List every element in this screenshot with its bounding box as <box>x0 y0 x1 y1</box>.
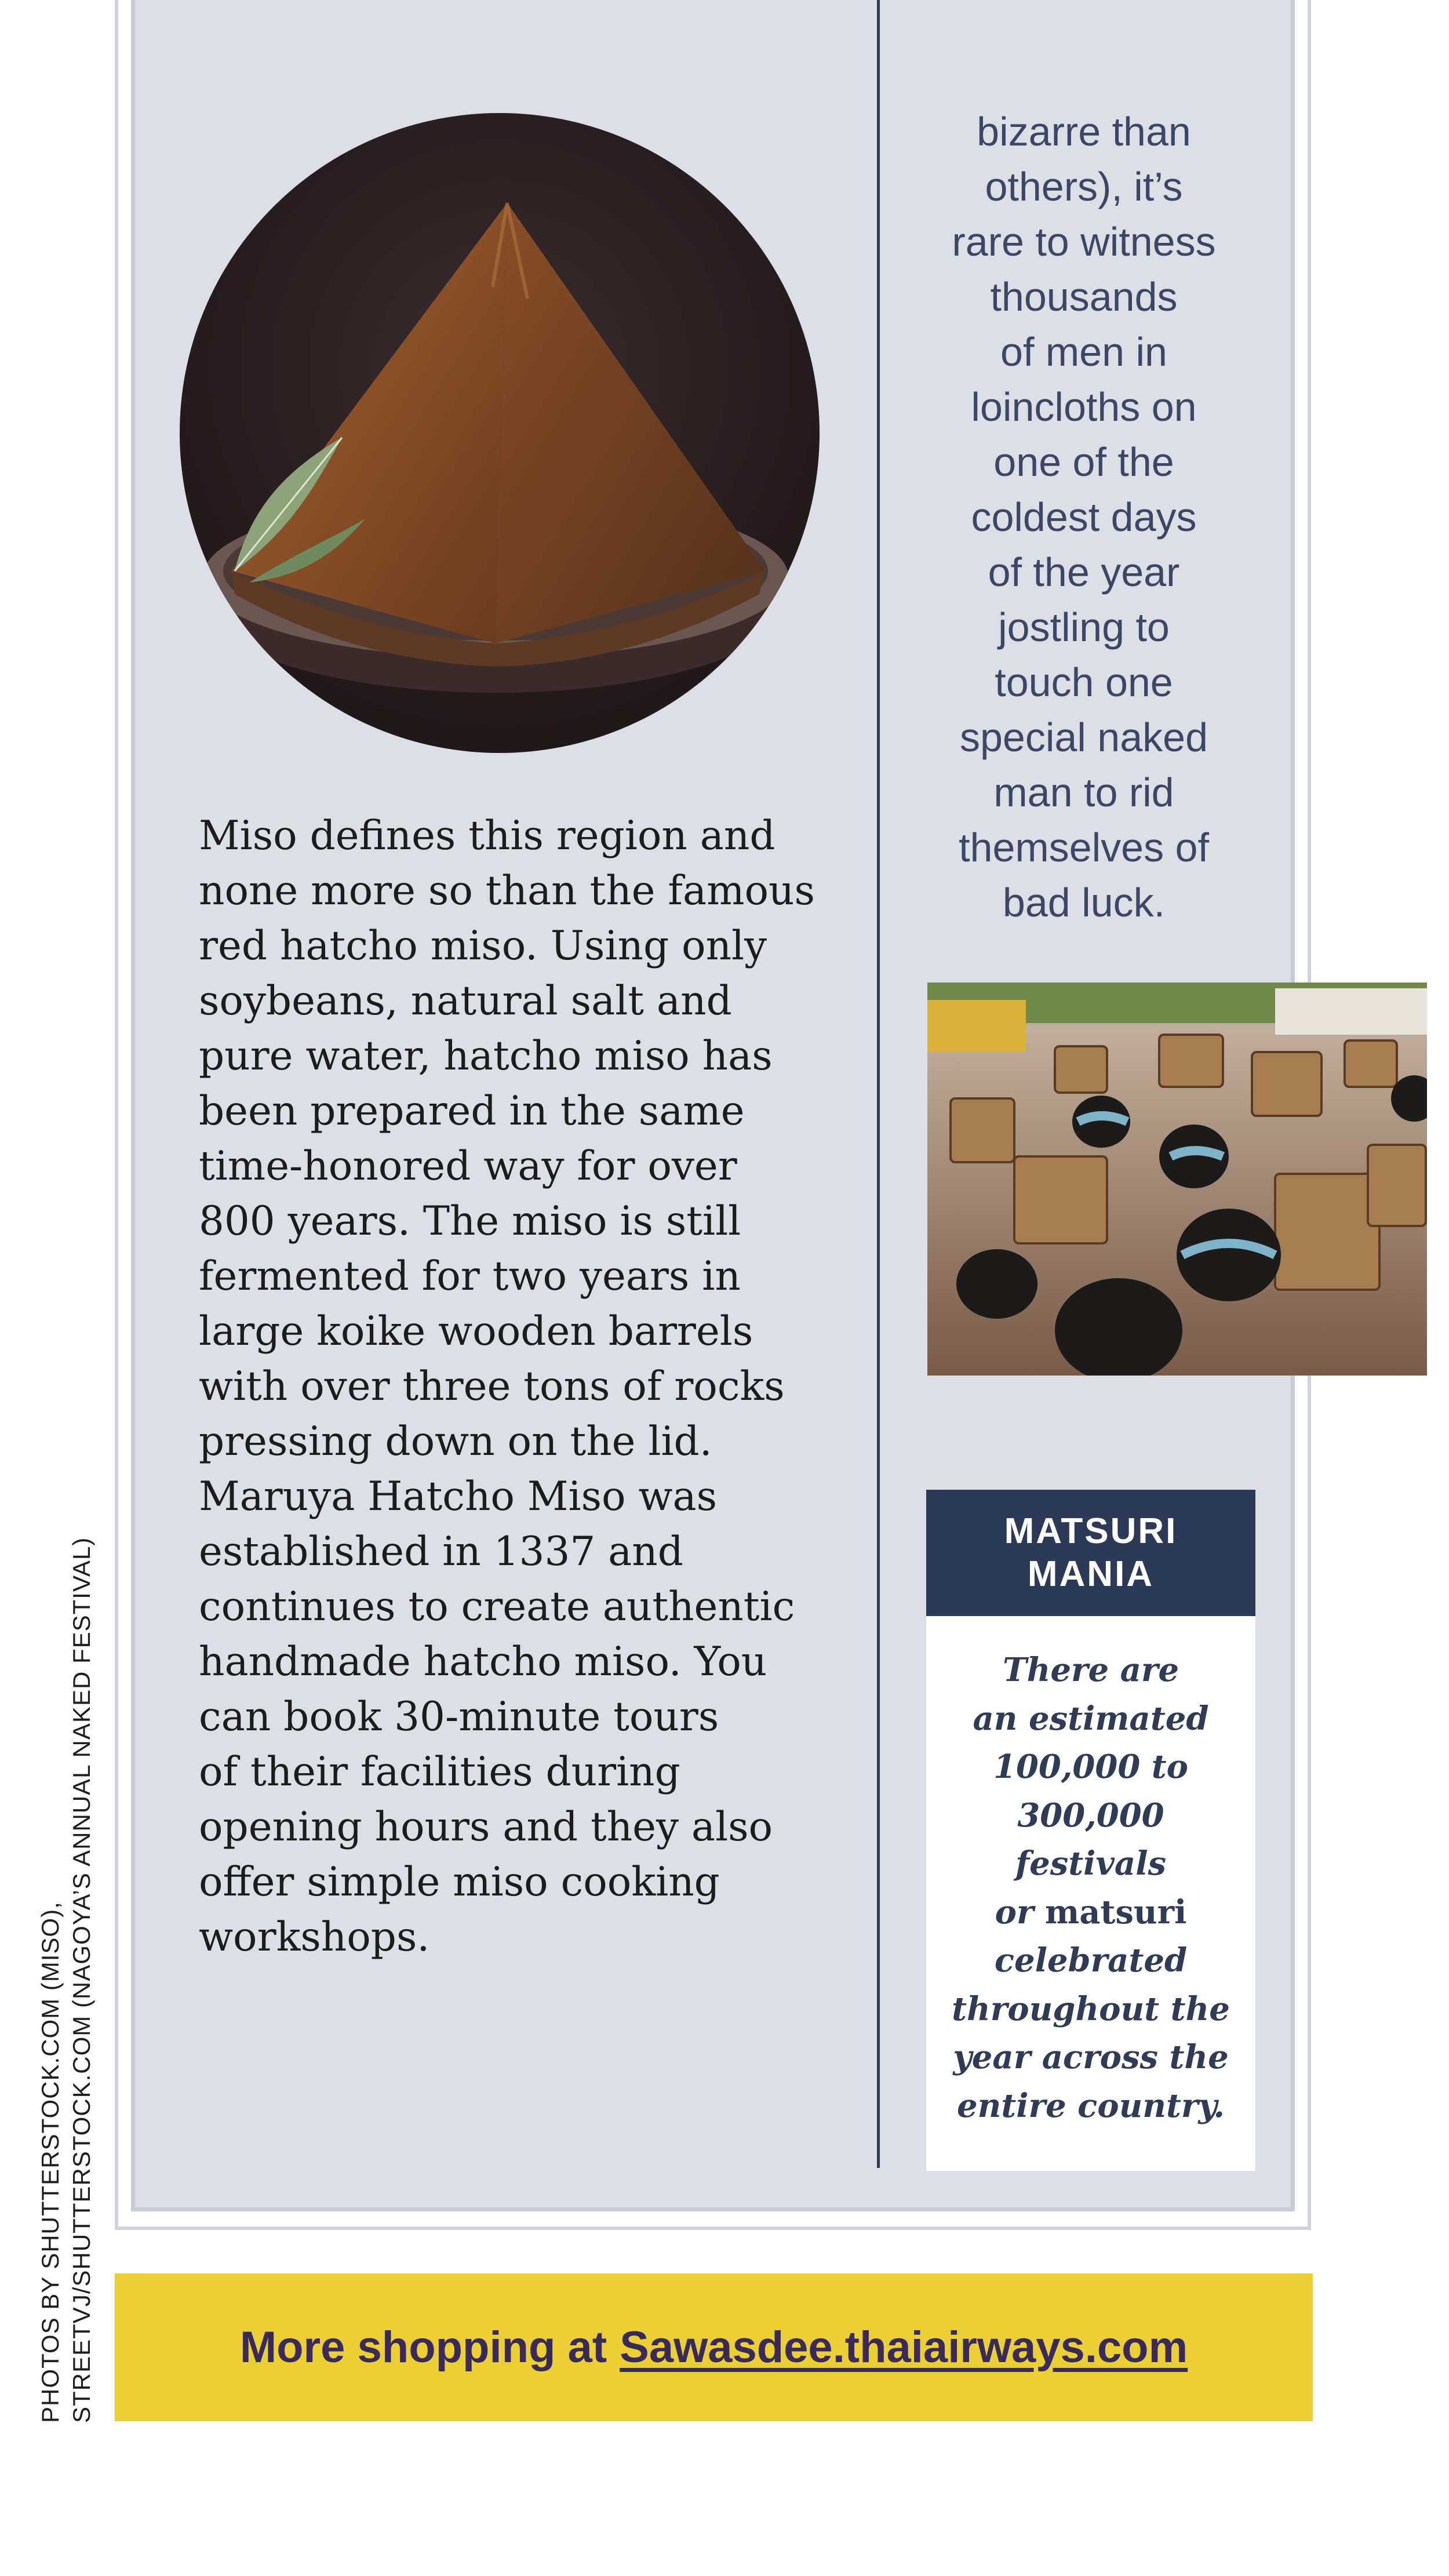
body-line: pure water, hatcho miso has <box>199 1033 773 1079</box>
quote-line: coldest days <box>971 494 1197 540</box>
quote-line: thousands <box>990 274 1178 319</box>
sidebar-line: 100,000 to <box>993 1748 1188 1786</box>
body-line: red hatcho miso. Using only <box>199 923 767 969</box>
sidebar-title <box>926 1490 1255 1616</box>
quote-line: jostling to <box>998 605 1170 650</box>
body-line: workshops. <box>199 1914 430 1960</box>
body-line: of their facilities during <box>199 1749 680 1795</box>
sidebar-line: year across the <box>953 2038 1229 2076</box>
body-line: time-honored way for over <box>199 1143 737 1189</box>
more-shopping-banner <box>115 2273 1313 2421</box>
quote-line: bad luck. <box>1002 880 1166 925</box>
body-line: handmade hatcho miso. You <box>199 1639 767 1685</box>
quote-line: rare to witness <box>952 219 1216 264</box>
body-line: offer simple miso cooking <box>199 1859 720 1905</box>
credit-line: PHOTOS BY SHUTTERSTOCK.COM (MISO), <box>37 1901 64 2423</box>
quote-line: of the year <box>988 550 1180 595</box>
photo-credit <box>35 1537 97 2423</box>
article-body-text <box>199 809 831 1965</box>
body-line: Maruya Hatcho Miso was <box>199 1473 718 1520</box>
matsuri-mania-sidebar <box>926 1490 1255 2171</box>
quote-line: loincloths on <box>971 384 1197 430</box>
body-line: fermented for two years in <box>199 1253 741 1300</box>
body-line: 800 years. The miso is still <box>199 1198 741 1245</box>
body-line: soybeans, natural salt and <box>199 978 732 1024</box>
sidebar-line-mixed <box>926 1889 1255 1937</box>
body-line: pressing down on the lid. <box>199 1418 712 1465</box>
credit-line: STREETVJ/SHUTTERSTOCK.COM (NAGOYA’S ANNUAL NAKED FESTIVAL) <box>68 1537 95 2423</box>
quote-line: special naked <box>959 715 1208 760</box>
sidebar-line: throughout the <box>952 1989 1230 2028</box>
body-line: can book 30-minute tours <box>199 1694 719 1740</box>
thaiairways-link[interactable]: Sawasdee.thaiairways.com <box>620 2323 1188 2372</box>
sidebar-line: 300,000 <box>1017 1796 1164 1835</box>
body-line: continues to create authentic <box>199 1584 795 1630</box>
sidebar-title-line: MANIA <box>1027 1554 1155 1594</box>
sidebar-body <box>926 1616 1255 2130</box>
column-divider <box>877 0 880 2168</box>
sidebar-matsuri-word: matsuri <box>1044 1893 1187 1931</box>
sidebar-line: an estimated <box>973 1699 1209 1738</box>
body-line: none more so than the famous <box>199 868 815 914</box>
shop-prefix: More shopping at <box>239 2323 607 2372</box>
body-line: Miso defines this region and <box>199 813 776 859</box>
festival-photo <box>927 983 1427 1376</box>
sidebar-line: entire country. <box>957 2086 1225 2125</box>
quote-line: others), it’s <box>985 164 1183 209</box>
body-line: been prepared in the same <box>199 1088 745 1134</box>
quote-line: of men in <box>1000 329 1167 374</box>
body-line: large koike wooden barrels <box>199 1308 753 1355</box>
sidebar-line: There are <box>1002 1651 1179 1689</box>
sidebar-line: festivals <box>1015 1844 1166 1883</box>
miso-photo <box>180 113 820 753</box>
quote-line: touch one <box>995 660 1173 705</box>
body-line: established in 1337 and <box>199 1529 683 1575</box>
sidebar-title-line: MATSURI <box>1004 1511 1178 1551</box>
body-line: opening hours and they also <box>199 1804 773 1850</box>
pull-quote <box>910 104 1258 930</box>
quote-line: bizarre than <box>977 109 1191 154</box>
sidebar-or-word: or <box>995 1893 1034 1931</box>
quote-line: themselves of <box>959 825 1209 870</box>
quote-line: one of the <box>993 439 1174 485</box>
sidebar-line: celebrated <box>994 1941 1188 1980</box>
quote-line: man to rid <box>993 770 1174 815</box>
body-line: with over three tons of rocks <box>199 1363 785 1410</box>
